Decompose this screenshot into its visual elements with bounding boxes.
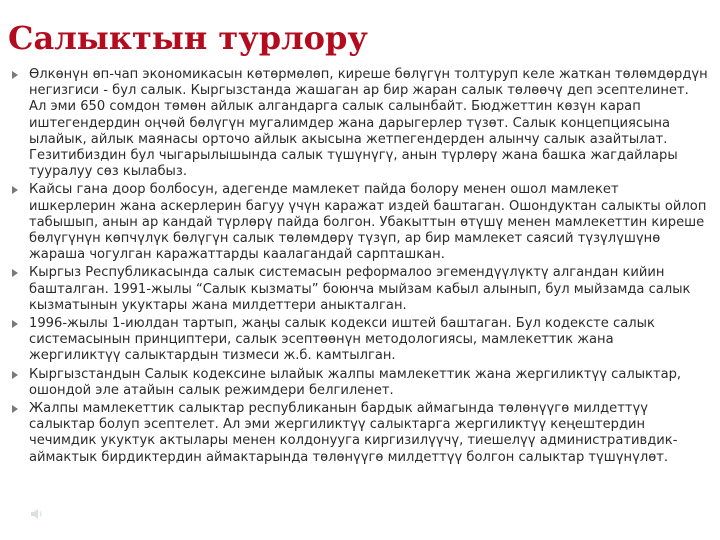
bullet-item [12,67,708,180]
triangle-bullet-icon [12,405,18,413]
bullet-text: Кайсы гана доор болбосун, адегенде мамлекет пайда болору менен ошол мамлекет ишкерлерин жана аскерлерин багуу үчүн каражат издей баштаган. Ошондуктан салыкты ойлоп табышып, анын ар кандай түрлөрү пайда болгон. Убакыттын өтүшү менен мамлекеттин киреше бөлүгүнүн көпчүлүк бөлүгүн салык төлөмдөрү түзүп, ар бир мамлекет саясий түзүлүшүнө жараша чогулган каражаттарды каалагандай сарпташкан. [29,182,707,263]
bullet-text: Кыргызстандын Салык кодексине ылайык жалпы мамлекеттик жана жергиликтүү салыктар, ошондой эле атайын салык режимдери белгиленет. [29,366,682,398]
triangle-bullet-icon [12,371,18,379]
bullet-item [12,265,708,314]
bullet-item [12,401,708,466]
speaker-icon[interactable] [30,507,44,521]
bullet-item [12,316,708,365]
bullet-text: Кыргыз Республикасында салык системасын реформалоо эгемендүүлүктү алгандан кийин башталган. 1991-жылы “Салык кызматы” боюнча мыйзам кабыл алынып, бул мыйзамда салык кызматынын укуктары жана милдеттери аныкталган. [29,265,691,313]
triangle-bullet-icon [12,186,18,194]
bullet-text: Жалпы мамлекеттик салыктар республиканын бардык аймагында төлөнүүгө милдеттүү салыктар болуп эсептелет. Ал эми жергиликтүү салыктарга жергиликтүү кеңештердин чечимдик укуктук актылары менен колдонууга киргизилүүчү, тиешелүү административдик-аймактык бирдиктердин аймактарында төлөнүүгө милдеттүү болгон салыктар түшүнүлөт. [29,401,678,465]
triangle-bullet-icon [12,320,18,328]
bullet-text: 1996-жылы 1-июлдан тартып, жаңы салык кодекси иштей баштаган. Бул кодексте салык системасынын принциптери, салык эсептөөнүн методологиясы, мамлекеттик жана жергиликтүү салыктардын тизмеси ж.б. камтылган. [29,316,655,364]
bullet-item [12,182,708,263]
bullet-text: Өлкөнүн өп-чап экономикасын көтөрмөлөп, киреше бөлүгүн толтуруп келе жаткан төлөмдөрдүн негизгиси - бул салык. Кыргызстанда жашаган ар бир жаран салык төлөөчү деп эсептелинет. Ал эми 650 сомдон төмөн айлык алгандарга салык салынбайт. Бюджеттин көзүн карап иштегендердин оңчөй бөлүгүн мугалимдер жана дарыгерлер түзөт. Салык концепциясына ылайык, айлык маянасы орточо айлык акысына жетпегендерден алынчу салык азайтылат. Гезитибиздин бул чыгарылышында салык түшүнүгү, анын түрлөрү жана башка жагдайлары тууралуу сөз кылабыз. [29,67,708,180]
slide-title: Салыктын турлору [8,19,368,57]
bullet-list [12,67,708,468]
triangle-bullet-icon [12,71,18,79]
bullet-item [12,367,708,399]
triangle-bullet-icon [12,269,18,277]
